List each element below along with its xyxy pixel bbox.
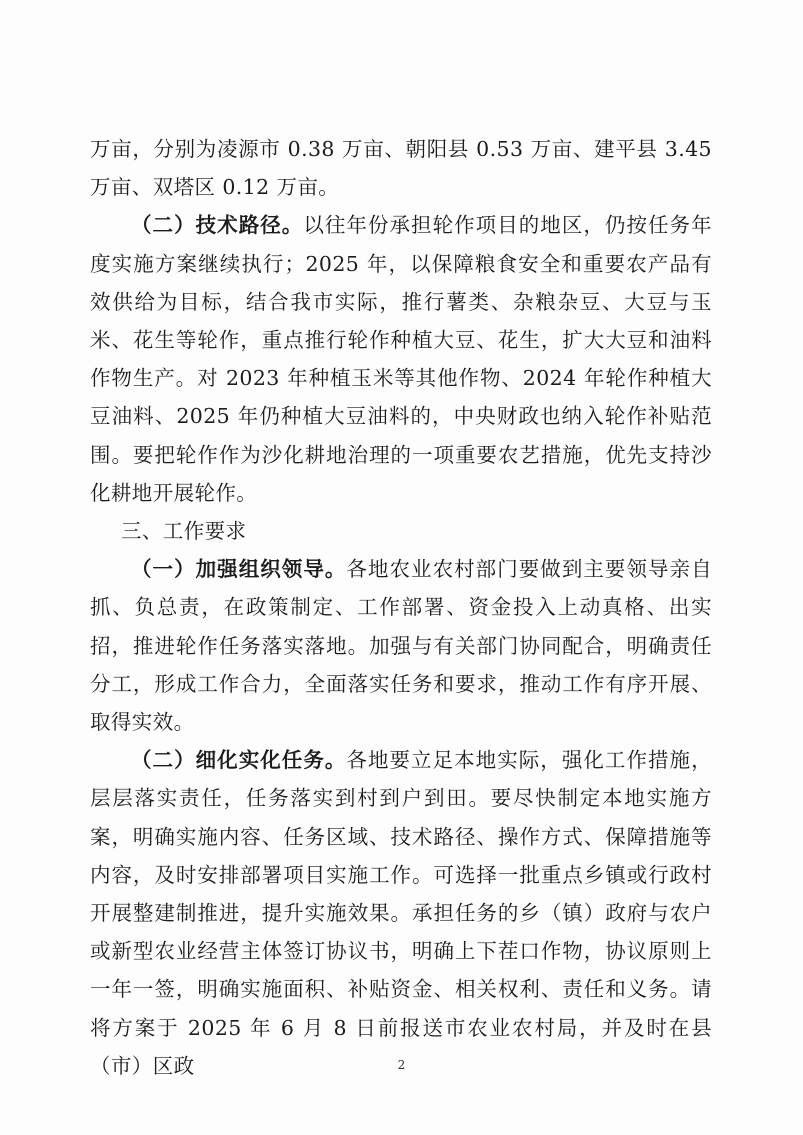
subheading-technical-path: （二）技术路径。 [131, 213, 304, 238]
paragraph-organization-leadership-text: 各地农业农村部门要做到主要领导亲自抓、负总责，在政策制定、工作部署、资金投入上动真格、出实招，推进轮作任务落实落地。加强与有关部门协同配合，明确责任分工，形成工作合力，全面落实任务和要求，推动工作有序开展、取得实效。 [90, 557, 712, 735]
paragraph-technical-path-text: 以往年份承担轮作项目的地区，仍按任务年度实施方案继续执行；2025 年，以保障粮食安全和重要农产品有效供给为目标，结合我市实际，推行薯类、杂粮杂豆、大豆与玉米、花生等轮作，重点推行轮作种植大豆、花生，扩大大豆和油料作物生产。对 2023 年种植玉米等其他作物、2024 年轮作种植大豆油料、2025 年仍种植大豆油料的，中央财政也纳入轮作补贴范围。要把轮作作为沙化耕地治理的一项重要农艺措施，优先支持沙化耕地开展轮作。 [90, 213, 712, 505]
section-heading-work-requirements: 三、工作要求 [121, 519, 247, 544]
page-number: 2 [397, 1058, 406, 1072]
subheading-refine-tasks: （二）细化实化任务。 [131, 748, 347, 773]
document-body [90, 130, 712, 1085]
paragraph-refine-tasks [90, 741, 712, 1085]
paragraph-technical-path [90, 206, 712, 512]
paragraph-area-breakdown: 万亩，分别为凌源市 0.38 万亩、朝阳县 0.53 万亩、建平县 3.45 万亩、双塔区 0.12 万亩。 [90, 137, 712, 200]
paragraph-organization-leadership [90, 550, 712, 741]
paragraph-refine-tasks-text: 各地要立足本地实际，强化工作措施，层层落实责任，任务落实到村到户到田。要尽快制定本地实施方案，明确实施内容、任务区域、技术路径、操作方式、保障措施等内容，及时安排部署项目实施工作。可选择一批重点乡镇或行政村开展整建制推进，提升实施效果。承担任务的乡（镇）政府与农户或新型农业经营主体签订协议书，明确上下茬口作物，协议原则上一年一签，明确实施面积、补贴资金、相关权利、责任和义务。请将方案于 2025 年 6 月 8 日前报送市农业农村局，并及时在县（市）区政 [90, 748, 712, 1078]
subheading-organization-leadership: （一）加强组织领导。 [131, 557, 347, 582]
